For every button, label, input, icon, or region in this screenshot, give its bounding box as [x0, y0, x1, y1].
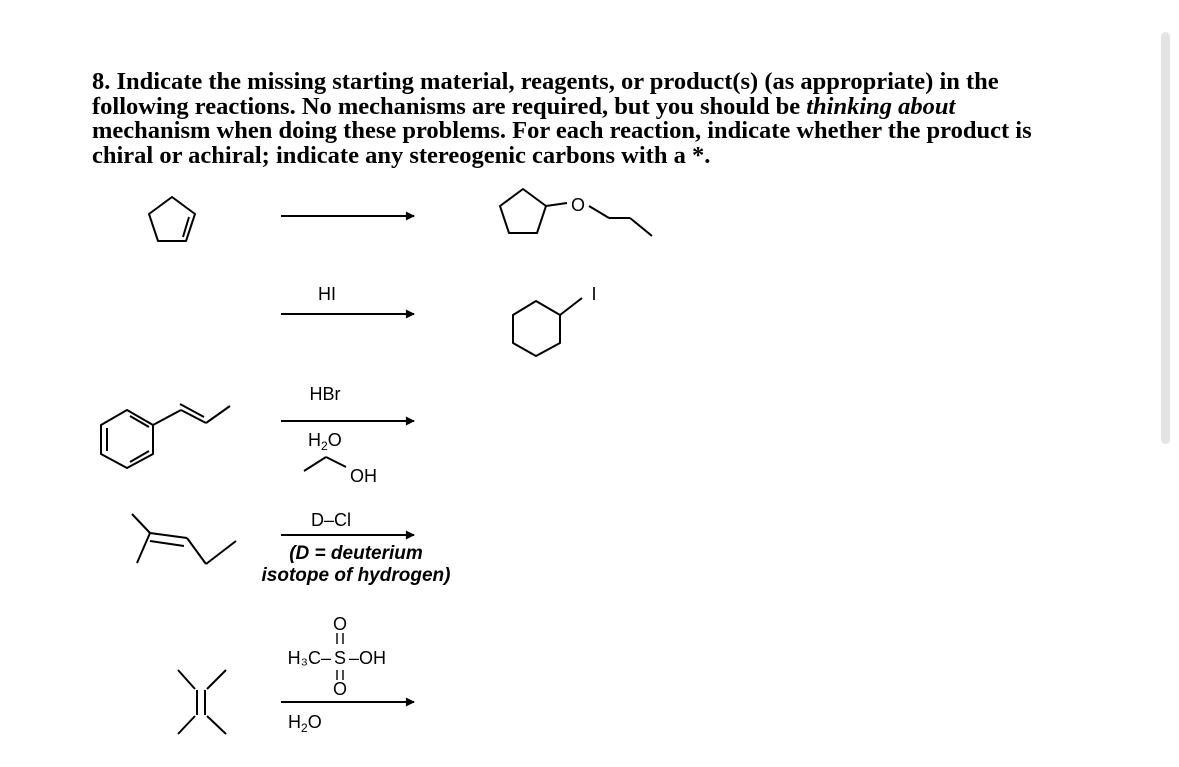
methylpentene-structure	[132, 514, 236, 564]
deuterium-note-line-1: (D = deuterium	[289, 543, 423, 564]
ethanol-oh-label: OH	[350, 466, 377, 486]
question-line-3: mechanism when doing these problems. For each reaction, indicate whether the product is	[92, 117, 1032, 144]
ether-oxygen-label: O	[570, 195, 586, 215]
question-line-4: chiral or achiral; indicate any stereogenic carbons with a *.	[92, 141, 711, 169]
question-line-2-text: following reactions. No mechanisms are required, but you should be	[92, 92, 807, 120]
solvent-subscript: 2	[301, 721, 308, 735]
water-subscript: 2	[321, 439, 328, 453]
sulfonyl-oxygen-bottom: O	[332, 679, 348, 699]
ethanol-structure	[304, 457, 346, 471]
iodine-label: I	[591, 284, 597, 304]
question-line-1: 8. Indicate the missing starting material, reagents, or product(s) (as appropriate) in the	[92, 68, 999, 95]
cyclopentene-structure	[149, 197, 195, 241]
reaction-5-solvent	[288, 712, 322, 735]
water-o: O	[327, 430, 342, 450]
phenylpropene-structure	[101, 404, 230, 468]
solvent-h: H	[288, 712, 301, 732]
water-h: H	[308, 430, 321, 450]
deuterium-note-line-2: isotope of hydrogen)	[261, 565, 451, 586]
reaction-2-reagent: HI	[318, 284, 336, 304]
tetramethylethylene-structure	[178, 670, 226, 734]
solvent-o: O	[307, 712, 322, 732]
reaction-2	[281, 298, 582, 356]
question-emphasis: thinking about	[806, 92, 956, 120]
hydroxyl-group: –OH	[349, 648, 387, 668]
sulfur-atom: S	[333, 648, 347, 668]
reaction-3-reagent-hbr: HBr	[309, 384, 341, 404]
vertical-scrollbar[interactable]	[1161, 32, 1170, 444]
sulfonyl-oxygen-top: O	[332, 614, 348, 634]
methyl-group: H₃C–	[287, 648, 331, 668]
iodocyclohexane-structure	[513, 298, 582, 356]
reaction-4-reagent: D–Cl	[310, 510, 352, 530]
reaction-3-reagent-water	[308, 430, 342, 453]
methanesulfonic-acid	[288, 614, 386, 699]
reaction-3	[101, 404, 414, 471]
